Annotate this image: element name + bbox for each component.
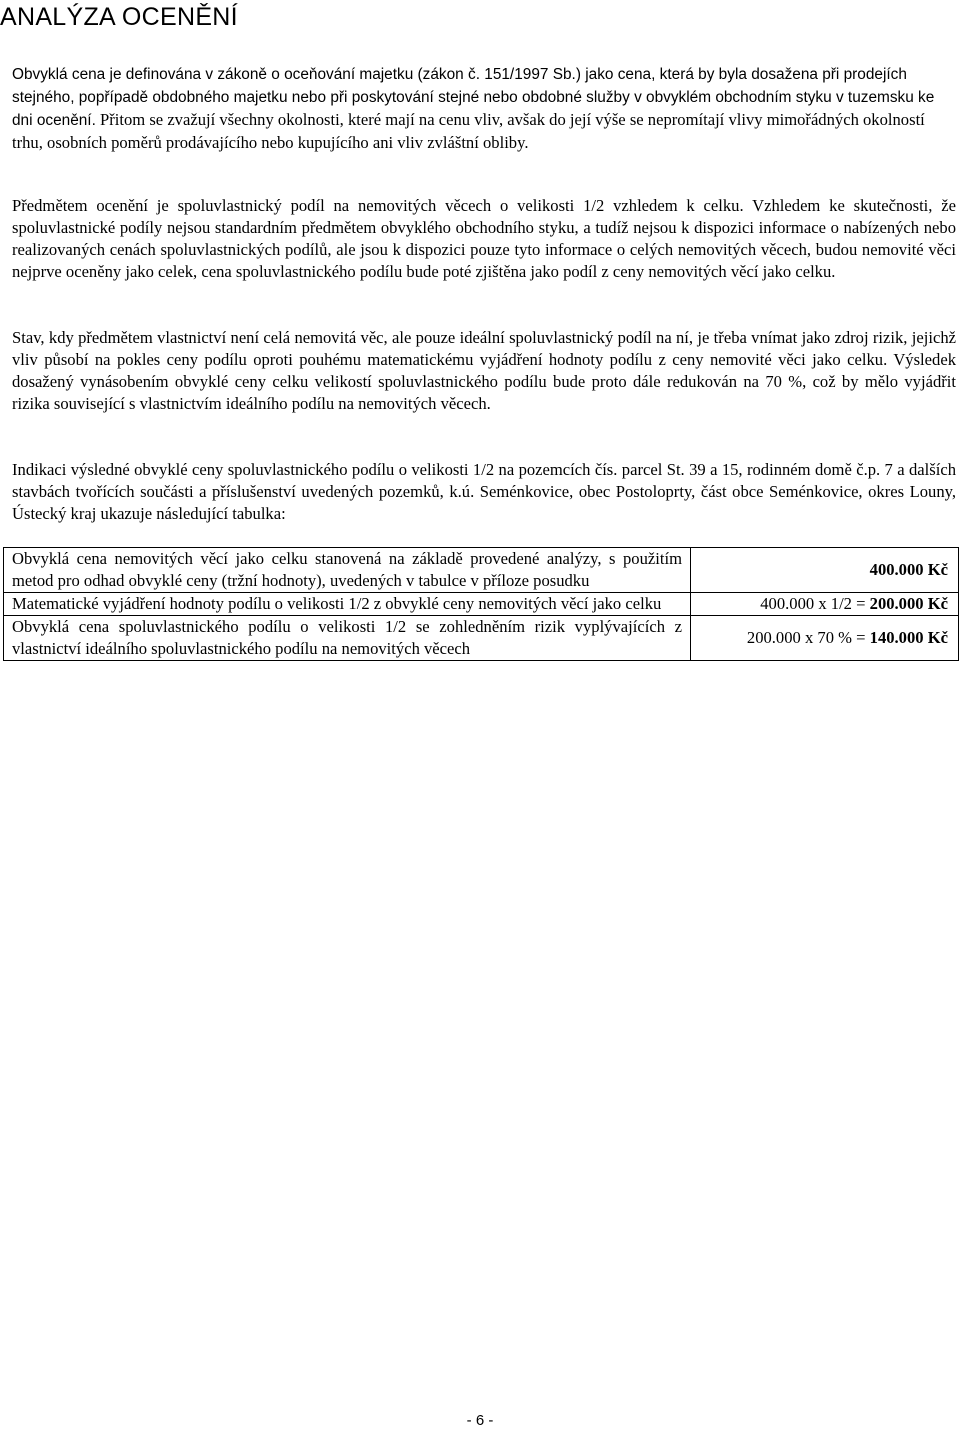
row-result: 400.000 Kč <box>869 560 948 579</box>
paragraph-subject: Předmětem ocenění je spoluvlastnický podíl na nemovitých věcech o velikosti 1/2 vzhledem k celku. Vzhledem ke skutečnosti, že spoluvlastnické podíly nejsou standardním předmětem obvyklého obchodního styku, a tudíž nejsou k dispozici informace o nabízených nebo realizovaných cenách spoluvlastnických podílů, ale jsou k dispozici pouze tyto informace o celých nemovitých věcech, budou nemovité věci nejprve oceněny jako celek, cena spoluvlastnického podílu bude poté zjištěna jako podíl z ceny nemovitých věcí jako celku. <box>12 196 956 281</box>
paragraph-indication: Indikaci výsledné obvyklé ceny spoluvlastnického podílu o velikosti 1/2 na pozemcích čís. parcel St. 39 a 15, rodinném domě č.p. 7 a dalších stavbách tvořících součásti a příslušenství uvedených pozemků, k.ú. Seménkovice, obec Postoloprty, část obce Seménkovice, okres Louny, Ústecký kraj ukazuje následující tabulka: <box>12 460 956 523</box>
paragraph-risks: Stav, kdy předmětem vlastnictví není celá nemovitá věc, ale pouze ideální spoluvlastnický podíl na ní, je třeba vnímat jako zdroj rizik, jejichž vliv působí na pokles ceny podílu oproti pouhému matematickému vyjádření hodnoty podílu z ceny nemovité věci jako celku. Výsledek dosažený vynásobením obvyklé ceny celku velikostí spoluvlastnického podílu bude proto dále redukován na 70 %, což by mělo vyjádřit rizika související s vlastnictvím ideálního podílu na nemovitých věcech. <box>12 328 956 413</box>
page-title: ANALÝZA OCENĚNÍ <box>0 3 238 31</box>
row-result: 200.000 Kč <box>869 594 948 613</box>
row-description: Obvyklá cena nemovitých věcí jako celku stanovená na základě provedené analýzy, s použitím metod pro odhad obvyklé ceny (tržní hodnoty), uvedených v tabulce v příloze posudku <box>4 548 691 593</box>
paragraph-definition <box>12 63 956 154</box>
table-row <box>4 616 959 661</box>
row-formula: 200.000 x 70 % = <box>746 628 870 647</box>
summary-table <box>3 547 959 661</box>
table-row <box>4 593 959 616</box>
row-value <box>691 616 959 661</box>
page-number: - 6 - <box>466 1412 494 1429</box>
definition-continuation: Přitom se zvažují všechny okolnosti, které mají na cenu vliv, avšak do její výše se nepromítají vlivy mimořádných okolností trhu, osobních poměrů prodávajícího nebo kupujícího ani vliv zvláštní obliby. <box>12 110 925 152</box>
row-value <box>691 548 959 593</box>
row-result: 140.000 Kč <box>869 628 948 647</box>
row-description: Obvyklá cena spoluvlastnického podílu o velikosti 1/2 se zohledněním rizik vyplývajících z vlastnictví ideálního spoluvlastnického podílu na nemovitých věcech <box>4 616 691 661</box>
row-value <box>691 593 959 616</box>
definition-text: Obvyklá cena je definována v zákoně o oceňování majetku (zákon č. 151/1997 Sb.) jako cena, která by byla dosažena při prodejích stejného, popřípadě obdobného majetku nebo při poskytování stejné nebo obdobné služby v obvyklém obchodním styku v tuzemsku ke dni ocenění. <box>12 66 935 129</box>
row-description: Matematické vyjádření hodnoty podílu o velikosti 1/2 z obvyklé ceny nemovitých věcí jako celku <box>4 593 691 616</box>
table-row <box>4 548 959 593</box>
row-formula: 400.000 x 1/2 = <box>760 594 870 613</box>
